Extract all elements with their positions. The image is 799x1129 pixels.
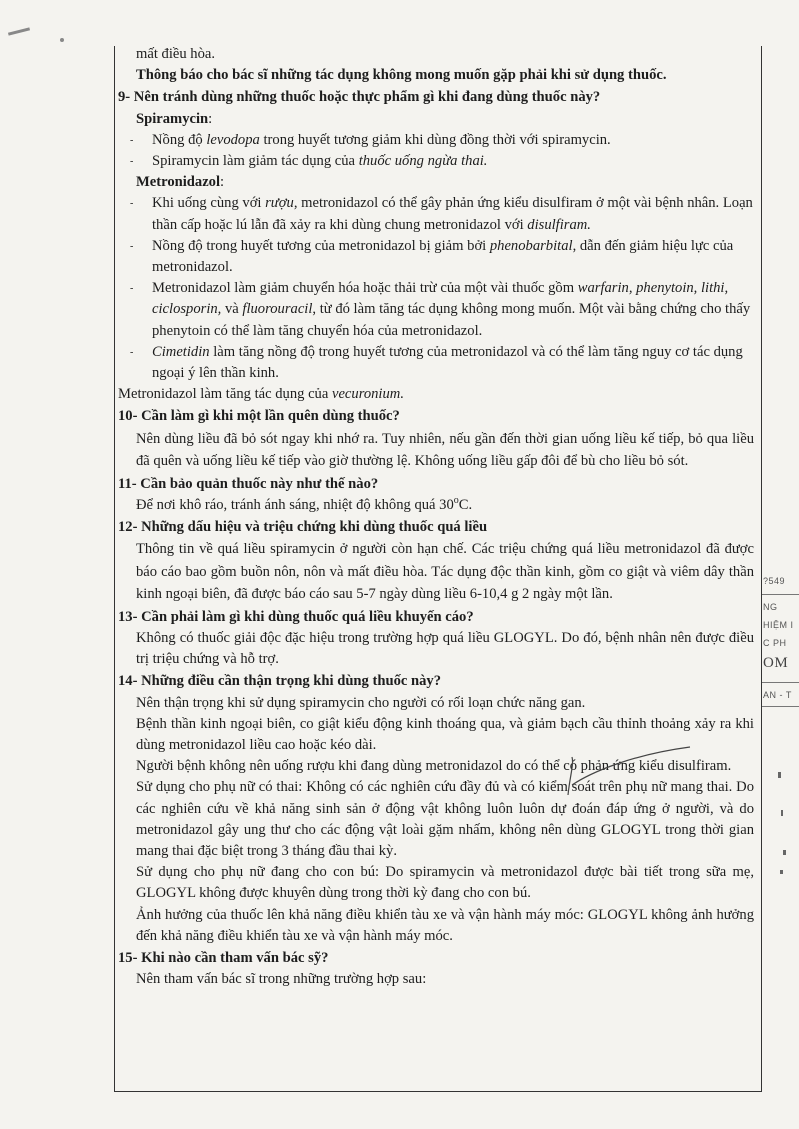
section-15-heading: 15- Khi nào cần tham vấn bác sỹ? — [118, 950, 329, 967]
stamp-fragment: AN - T — [763, 690, 792, 700]
scan-artifact — [783, 850, 786, 855]
stamp-line — [762, 594, 799, 595]
scan-artifact — [778, 772, 781, 778]
section-9-heading: 9- Nên tránh dùng những thuốc hoặc thực phẩm gì khi đang dùng thuốc này? — [118, 89, 601, 106]
metronidazol-label: Metronidazol: — [136, 174, 225, 191]
section-12-heading: 12- Những dấu hiệu và triệu chứng khi dùng thuốc quá liều — [118, 519, 488, 536]
scan-artifact — [780, 870, 783, 874]
section-14-para: Bệnh thần kinh ngoại biên, co giật kiểu động kinh thoáng qua, và giảm bạch cầu thỉnh thoảng xảy ra khi dùng metronidazol liều cao hoặc kéo dài. — [136, 715, 754, 753]
section-13-body: Không có thuốc giải độc đặc hiệu trong trường hợp quá liều GLOGYL. Do đó, bệnh nhân nên được điều trị triệu chứng và hỗ trợ. — [136, 629, 754, 668]
stamp-fragment: C PH — [763, 638, 787, 648]
spiramycin-item: - Nồng độ levodopa trong huyết tương giảm khi dùng đồng thời với spiramycin. — [118, 130, 754, 151]
section-10-body: Nên dùng liều đã bỏ sót ngay khi nhớ ra. Tuy nhiên, nếu gần đến thời gian uống liều kế tiếp, bỏ qua liều đã quên và uống liều kế tiếp vào giờ thường lệ. Không uống liều gấp đôi để bù cho liều bỏ sót. — [136, 430, 754, 470]
stamp-fragment: ?549 — [763, 576, 786, 586]
stamp-fragment: NG — [763, 602, 778, 612]
scan-artifact — [8, 27, 30, 35]
metronidazol-item: - Metronidazol làm giảm chuyển hóa hoặc thải trừ của một vài thuốc gồm warfarin, phenytoin, lithi, ciclosporin, và fluorouracil, từ đó làm tăng tác dụng không mong muốn. Một vài bằng chứng cho thấy phenytoin có thể làm tăng chuyển hóa của metronidazol. — [118, 278, 754, 342]
section-15-body: Nên tham vấn bác sĩ trong những trường hợp sau: — [136, 971, 427, 988]
metronidazol-item: - Nồng độ trong huyết tương của metronidazol bị giảm bởi phenobarbital, dẫn đến giảm hiệu lực của metronidazol. — [118, 236, 754, 278]
stamp-line — [762, 682, 799, 683]
section-13-heading: 13- Cần phải làm gì khi dùng thuốc quá liều khuyến cáo? — [118, 608, 474, 625]
handwritten-mark — [560, 745, 700, 805]
stamp-fragment: OM — [763, 655, 789, 671]
stamp-line — [762, 706, 799, 707]
text-line: mất điều hòa. — [136, 46, 216, 62]
document-body — [118, 44, 754, 990]
spiramycin-label: Spiramycin: — [136, 110, 213, 127]
spiramycin-item: - Spiramycin làm giảm tác dụng của thuốc uống ngừa thai. — [118, 151, 754, 172]
section-14-para: Người bệnh không nên uống rượu khi đang dùng metronidazol do có thể có phản ứng kiểu disulfiram. — [136, 758, 732, 775]
section-14-heading: 14- Những điều cần thận trọng khi dùng thuốc này? — [118, 673, 442, 690]
stamp-fragment: HIỆM I — [763, 620, 794, 630]
metronidazol-item: - Cimetidin làm tăng nồng độ trong huyết tương của metronidazol và có thể làm tăng nguy cơ tác dụng ngoại ý lên thần kinh. — [118, 342, 754, 384]
section-14-para: Sử dụng cho phụ nữ đang cho con bú: Do spiramycin và metronidazol được bài tiết trong sữa mẹ, GLOGYL không được khuyên dùng trong thời kỳ đang cho con bú. — [136, 864, 754, 902]
metronidazol-item: - Khi uống cùng với rượu, metronidazol có thể gây phản ứng kiểu disulfiram ở một vài bệnh nhân. Loạn thần cấp hoặc lú lẫn đã xảy ra khi dùng chung metronidazol với disulfiram. — [118, 193, 754, 235]
section-14-para: Sử dụng cho phụ nữ có thai: Không có các nghiên cứu đầy đủ và có kiểm soát trên phụ nữ mang thai. Do các nghiên cứu về khả năng sinh sản ở động vật không luôn luôn dự đoán đáp ứng ở người, và do metronidazol gây ung thư cho các động vật loài gặm nhấm, không nên dùng GLOGYL trong thời gian mang thai đặc biệt trong 3 tháng đầu thai kỳ. — [136, 779, 754, 859]
section-11-body: Để nơi khô ráo, tránh ánh sáng, nhiệt độ không quá 30$^o$C. — [136, 495, 473, 513]
report-note: Thông báo cho bác sĩ những tác dụng không mong muốn gặp phải khi sử dụng thuốc. — [136, 67, 667, 84]
scan-artifact — [781, 810, 783, 816]
section-11-heading: 11- Cần bảo quản thuốc này như thế nào? — [118, 475, 379, 492]
section-14-para: Ảnh hưởng của thuốc lên khả năng điều khiển tàu xe và vận hành máy móc: GLOGYL không ảnh hưởng đến khả năng điều khiển tàu xe và vận hành máy móc. — [136, 906, 754, 944]
section-10-heading: 10- Cần làm gì khi một lần quên dùng thuốc? — [118, 408, 400, 425]
scan-artifact — [60, 38, 64, 42]
section-14-para: Nên thận trọng khi sử dụng spiramycin cho người có rối loạn chức năng gan. — [136, 694, 586, 711]
text-line: Metronidazol làm tăng tác dụng của vecuronium. — [118, 386, 404, 403]
section-12-body: Thông tin về quá liều spiramycin ở người còn hạn chế. Các triệu chứng quá liều metronidazol đã được báo cáo bao gồm buồn nôn, nôn và mất điều hòa. Tác dụng độc thần kinh, gồm co giật và viêm dây thần kinh ngoại biên, đã được báo cáo sau 5-7 ngày dùng liều 6-10,4 g 2 ngày một lần. — [136, 541, 754, 603]
